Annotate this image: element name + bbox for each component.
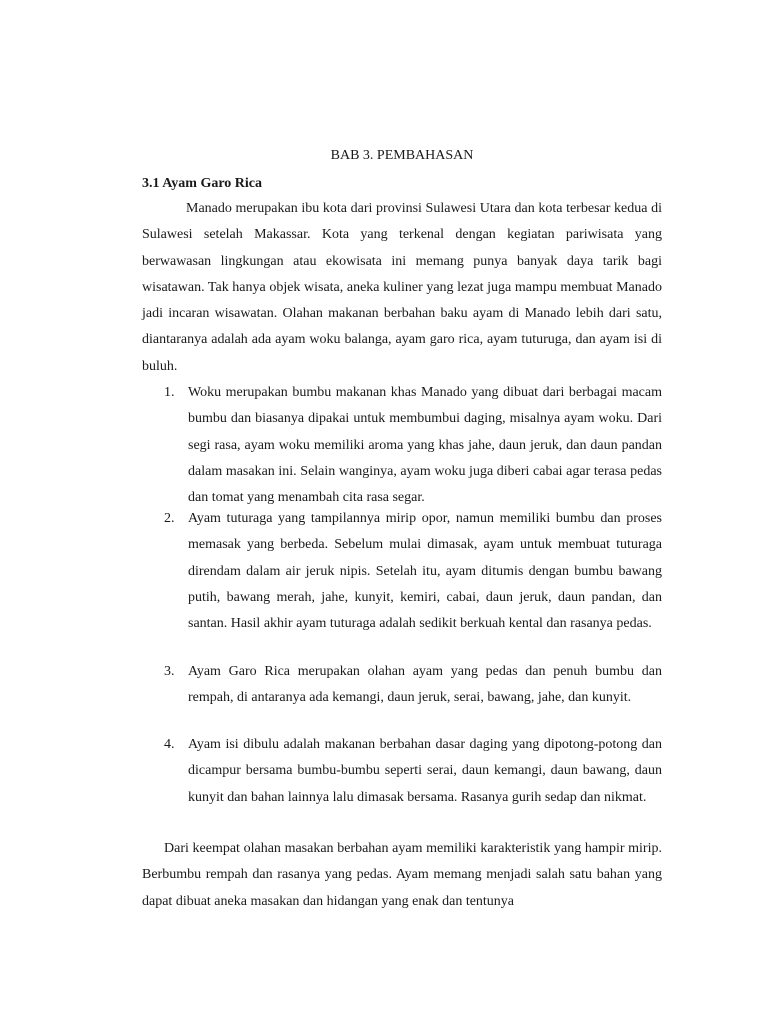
list-item-number: 1. [164, 385, 175, 400]
chapter-title: BAB 3. PEMBAHASAN [330, 148, 474, 163]
list-item-number: 4. [164, 737, 175, 752]
list-item-number: 2. [164, 511, 175, 526]
section-heading: 3.1 Ayam Garo Rica [142, 176, 263, 191]
list-item-text: Woku merupakan bumbu makanan khas Manado yang dibuat dari berbagai macam bumbu dan biasanya dipakai untuk membumbui daging, misalnya ayam woku. Dari segi rasa, ayam woku memiliki aroma yang khas jahe, daun jeruk, dan daun pandan dalam masakan ini. Selain wanginya, ayam woku juga diberi cabai agar terasa pedas dan tomat yang menambah cita rasa segar. [188, 385, 662, 506]
list-item-text: Ayam tuturaga yang tampilannya mirip opor, namun memiliki bumbu dan proses memasak yang berbeda. Sebelum mulai dimasak, ayam untuk membuat tuturaga direndam dalam air jeruk nipis. Setelah itu, ayam ditumis dengan bumbu bawang putih, bawang merah, jahe, kunyit, kemiri, cabai, daun jeruk, daun pandan, dan santan. Hasil akhir ayam tuturaga adalah sedikit berkuah kental dan rasanya pedas. [188, 511, 662, 632]
list-item-text: Ayam Garo Rica merupakan olahan ayam yang pedas dan penuh bumbu dan rempah, di antaranya ada kemangi, daun jeruk, serai, bawang, jahe, dan kunyit. [188, 664, 662, 706]
list-item [142, 732, 662, 811]
list-item [142, 659, 662, 712]
list-item [142, 506, 662, 637]
list-item-number: 3. [164, 664, 175, 679]
list-item [142, 380, 662, 511]
list-item-text: Ayam isi dibulu adalah makanan berbahan dasar daging yang dipotong-potong dan dicampur bersama bumbu-bumbu seperti serai, daun kemangi, daun bawang, daun kunyit dan bahan lainnya lalu dimasak bersama. Rasanya gurih sedap dan nikmat. [188, 737, 662, 805]
intro-paragraph: Manado merupakan ibu kota dari provinsi Sulawesi Utara dan kota terbesar kedua di Sulawesi setelah Makassar. Kota yang terkenal dengan kegiatan pariwisata yang berwawasan lingkungan atau ekowisata ini memang punya banyak daya tarik bagi wisatawan. Tak hanya objek wisata, aneka kuliner yang lezat juga mampu membuat Manado jadi incaran wisawatan. Olahan makanan berbahan baku ayam di Manado lebih dari satu, diantaranya adalah ada ayam woku balanga, ayam garo rica, ayam tuturuga, dan ayam isi di buluh. [142, 201, 662, 374]
closing-paragraph: Dari keempat olahan masakan berbahan ayam memiliki karakteristik yang hampir mirip. Berbumbu rempah dan rasanya yang pedas. Ayam memang menjadi salah satu bahan yang dapat dibuat aneka masakan dan hidangan yang enak dan tentunya [142, 841, 662, 909]
